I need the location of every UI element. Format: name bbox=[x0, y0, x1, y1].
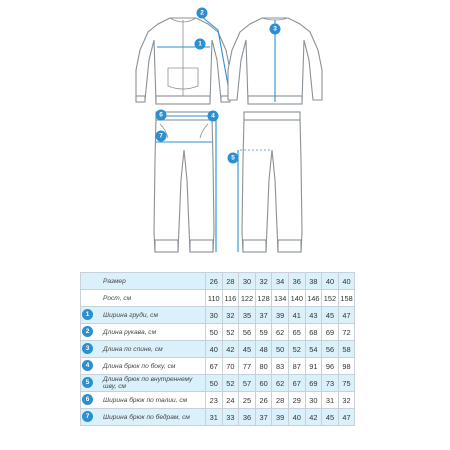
table-cell: 23 bbox=[206, 392, 223, 409]
table-cell: 128 bbox=[255, 290, 272, 307]
table-cell: 35 bbox=[239, 307, 256, 324]
table-cell: 58 bbox=[338, 341, 355, 358]
table-cell: 70 bbox=[222, 358, 239, 375]
table-cell: 59 bbox=[255, 324, 272, 341]
table-cell: 40 bbox=[206, 341, 223, 358]
table-cell: 152 bbox=[322, 290, 339, 307]
row-label: Ширина брюк по бедрам, см bbox=[81, 409, 206, 426]
row-badge: 5 bbox=[82, 377, 93, 388]
table-cell: 116 bbox=[222, 290, 239, 307]
table-cell: 69 bbox=[305, 375, 322, 392]
table-cell: 45 bbox=[322, 409, 339, 426]
table-cell: 45 bbox=[239, 341, 256, 358]
table-cell: 31 bbox=[322, 392, 339, 409]
row-badge: 1 bbox=[82, 309, 93, 320]
table-cell: 98 bbox=[338, 358, 355, 375]
table-cell: 26 bbox=[206, 273, 223, 290]
table-cell: 62 bbox=[272, 375, 289, 392]
table-cell: 54 bbox=[305, 341, 322, 358]
table-cell: 110 bbox=[206, 290, 223, 307]
table-cell: 50 bbox=[206, 324, 223, 341]
table-cell: 80 bbox=[255, 358, 272, 375]
table-cell: 52 bbox=[222, 324, 239, 341]
table-cell: 40 bbox=[288, 409, 305, 426]
table-cell: 75 bbox=[338, 375, 355, 392]
table-cell: 32 bbox=[222, 307, 239, 324]
table-cell: 77 bbox=[239, 358, 256, 375]
svg-text:5: 5 bbox=[231, 154, 235, 162]
row-label: Длина брюк по внутреннему шву, см bbox=[81, 375, 206, 392]
measurement-row bbox=[81, 341, 355, 358]
table-cell: 30 bbox=[239, 273, 256, 290]
table-cell: 122 bbox=[239, 290, 256, 307]
table-cell: 43 bbox=[305, 307, 322, 324]
marker-5 bbox=[228, 153, 239, 164]
measurement-row bbox=[81, 392, 355, 409]
marker-2 bbox=[197, 8, 208, 19]
measurement-row bbox=[81, 324, 355, 341]
measurement-row bbox=[81, 307, 355, 324]
table-cell: 28 bbox=[272, 392, 289, 409]
marker-4 bbox=[208, 111, 219, 122]
table-cell: 40 bbox=[322, 273, 339, 290]
table-cell: 37 bbox=[255, 409, 272, 426]
svg-text:6: 6 bbox=[159, 111, 163, 119]
table-cell: 67 bbox=[288, 375, 305, 392]
table-cell: 72 bbox=[338, 324, 355, 341]
marker-6 bbox=[156, 110, 167, 121]
row-badge: 4 bbox=[82, 360, 93, 371]
height-row bbox=[81, 290, 355, 307]
table-cell: 39 bbox=[272, 409, 289, 426]
table-cell: 83 bbox=[272, 358, 289, 375]
row-label: Длина по спине, см bbox=[81, 341, 206, 358]
row-badge: 3 bbox=[82, 343, 93, 354]
table-cell: 25 bbox=[239, 392, 256, 409]
table-cell: 42 bbox=[222, 341, 239, 358]
table-cell: 30 bbox=[305, 392, 322, 409]
table-cell: 60 bbox=[255, 375, 272, 392]
table-cell: 34 bbox=[272, 273, 289, 290]
row-label: Размер bbox=[81, 273, 206, 290]
svg-text:4: 4 bbox=[211, 112, 215, 120]
svg-text:7: 7 bbox=[159, 132, 163, 140]
table-cell: 50 bbox=[206, 375, 223, 392]
table-cell: 134 bbox=[272, 290, 289, 307]
table-cell: 39 bbox=[272, 307, 289, 324]
table-cell: 36 bbox=[239, 409, 256, 426]
table-cell: 28 bbox=[222, 273, 239, 290]
table-cell: 26 bbox=[255, 392, 272, 409]
jacket-front-drawing bbox=[136, 18, 230, 104]
table-cell: 30 bbox=[206, 307, 223, 324]
table-cell: 32 bbox=[255, 273, 272, 290]
table-cell: 40 bbox=[338, 273, 355, 290]
table-cell: 146 bbox=[305, 290, 322, 307]
table-cell: 87 bbox=[288, 358, 305, 375]
pants-back-drawing bbox=[242, 112, 302, 252]
table-cell: 24 bbox=[222, 392, 239, 409]
row-label: Ширина брюк по талии, см bbox=[81, 392, 206, 409]
table-cell: 36 bbox=[288, 273, 305, 290]
measurement-row bbox=[81, 358, 355, 375]
marker-1 bbox=[195, 39, 206, 50]
table-cell: 32 bbox=[338, 392, 355, 409]
table-cell: 47 bbox=[338, 307, 355, 324]
table-cell: 47 bbox=[338, 409, 355, 426]
row-badge: 6 bbox=[82, 394, 93, 405]
table-cell: 140 bbox=[288, 290, 305, 307]
size-chart-table bbox=[80, 272, 355, 426]
marker-7 bbox=[156, 131, 167, 142]
table-cell: 52 bbox=[222, 375, 239, 392]
table-cell: 33 bbox=[222, 409, 239, 426]
row-badge: 2 bbox=[82, 326, 93, 337]
table-cell: 41 bbox=[288, 307, 305, 324]
measurement-row bbox=[81, 409, 355, 426]
measurement-row bbox=[81, 375, 355, 392]
row-label: Ширина груди, см bbox=[81, 307, 206, 324]
table-cell: 91 bbox=[305, 358, 322, 375]
table-cell: 37 bbox=[255, 307, 272, 324]
table-cell: 48 bbox=[255, 341, 272, 358]
table-cell: 56 bbox=[239, 324, 256, 341]
table-cell: 57 bbox=[239, 375, 256, 392]
row-label: Длина рукава, см bbox=[81, 324, 206, 341]
table-cell: 62 bbox=[272, 324, 289, 341]
table-cell: 31 bbox=[206, 409, 223, 426]
row-label: Длина брюк по боку, см bbox=[81, 358, 206, 375]
table-cell: 69 bbox=[322, 324, 339, 341]
table-cell: 38 bbox=[305, 273, 322, 290]
svg-text:3: 3 bbox=[273, 25, 277, 33]
row-badge: 7 bbox=[82, 411, 93, 422]
svg-text:1: 1 bbox=[198, 40, 202, 48]
table-cell: 68 bbox=[305, 324, 322, 341]
table-cell: 52 bbox=[288, 341, 305, 358]
size-header-row bbox=[81, 273, 355, 290]
marker-3 bbox=[270, 24, 281, 35]
svg-text:2: 2 bbox=[200, 9, 204, 17]
table-cell: 56 bbox=[322, 341, 339, 358]
table-cell: 158 bbox=[338, 290, 355, 307]
table-cell: 45 bbox=[322, 307, 339, 324]
table-cell: 42 bbox=[305, 409, 322, 426]
table-cell: 96 bbox=[322, 358, 339, 375]
table-cell: 29 bbox=[288, 392, 305, 409]
table-cell: 67 bbox=[206, 358, 223, 375]
table-cell: 50 bbox=[272, 341, 289, 358]
table-cell: 65 bbox=[288, 324, 305, 341]
table-cell: 73 bbox=[322, 375, 339, 392]
row-label: Рост, см bbox=[81, 290, 206, 307]
